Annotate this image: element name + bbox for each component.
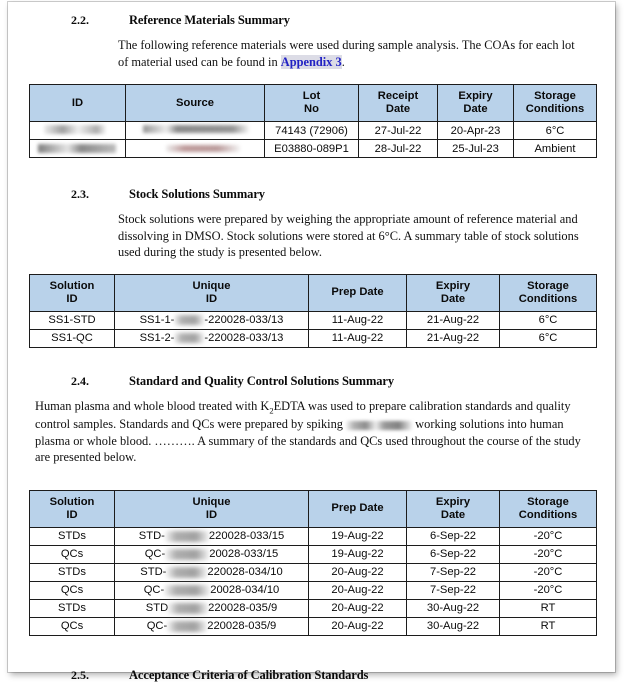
stock-solutions-table — [29, 274, 597, 348]
col-header-solution-id-line1: Solution — [49, 496, 95, 509]
cell-storage-conditions: -20°C — [500, 527, 597, 545]
redaction-block — [165, 531, 209, 542]
col-header-storage-conditions-line2: Conditions — [525, 103, 585, 115]
table-row — [30, 581, 597, 599]
col-header-expiry-date — [407, 274, 500, 311]
cell-unique-id — [115, 329, 309, 347]
cell-lot-no: 74143 (72906) — [265, 122, 359, 140]
cell-solution-id: QCs — [30, 581, 115, 599]
table-row — [30, 599, 597, 617]
col-header-storage-conditions-line2: Conditions — [518, 292, 578, 305]
cell-prep-date: 20-Aug-22 — [309, 563, 407, 581]
col-header-prep-date-line1: Prep Date — [331, 502, 384, 515]
cell-expiry-date: 6-Sep-22 — [407, 527, 500, 545]
cell-prep-date: 19-Aug-22 — [309, 545, 407, 563]
col-header-source — [126, 85, 265, 122]
cell-lot-no: E03880-089P1 — [265, 140, 359, 158]
table-row — [30, 563, 597, 581]
col-header-prep-date — [309, 490, 407, 527]
cell-storage-conditions: -20°C — [500, 563, 597, 581]
section-2-2-paragraph-text-2: . — [341, 54, 345, 69]
appendix-3-link[interactable]: Appendix 3 — [280, 54, 342, 69]
cell-prep-date: 11-Aug-22 — [309, 311, 407, 329]
col-header-storage-conditions-line1: Storage — [527, 496, 569, 509]
cell-id-redacted — [30, 140, 126, 158]
section-2-4-paragraph-text-2: EDTA was used to prepare calibration standards and quality control samples. Standards and QCs were prepared by spiking — [35, 398, 571, 432]
cell-solution-id: QCs — [30, 545, 115, 563]
section-2-2-paragraph — [118, 37, 586, 70]
cell-expiry-date: 21-Aug-22 — [407, 329, 500, 347]
section-number-2-4: 2.4. — [71, 373, 89, 388]
cell-unique-id-prefix: QC- — [146, 620, 168, 633]
section-heading-2-5 — [71, 668, 615, 683]
cell-storage-conditions: Ambient — [514, 140, 597, 158]
redaction-block — [174, 315, 204, 325]
col-header-unique-id-line1: Unique — [192, 279, 231, 292]
col-header-expiry-date-line2: Date — [440, 508, 466, 521]
redaction-block — [174, 333, 204, 343]
col-header-lot-no-line1: Lot — [302, 90, 321, 103]
cell-unique-id-prefix: QC- — [143, 584, 165, 597]
col-header-unique-id-line2: ID — [205, 508, 218, 521]
cell-unique-id-suffix: 20028-034/10 — [210, 584, 280, 597]
section-2-3-paragraph: Stock solutions were prepared by weighing the appropriate amount of reference material and dissolving in DMSO. Stock solutions were stored at 6°C. A summary table of stock solutions used during the study is presented below. — [118, 212, 579, 259]
cell-solution-id: STDs — [30, 599, 115, 617]
table-row — [30, 122, 597, 140]
redaction-block — [346, 421, 412, 430]
section-title-2-2: Reference Materials Summary — [129, 13, 290, 27]
cell-expiry-date: 25-Jul-23 — [438, 140, 514, 158]
col-header-receipt-date-line1: Receipt — [377, 90, 419, 103]
table-row — [30, 545, 597, 563]
cell-prep-date: 19-Aug-22 — [309, 527, 407, 545]
table-row — [30, 311, 597, 329]
cell-unique-id-prefix: SS1-1- — [139, 314, 175, 326]
cell-solution-id: QCs — [30, 617, 115, 635]
col-header-storage-conditions-line1: Storage — [527, 279, 569, 292]
redaction-block — [168, 603, 208, 614]
table-row — [30, 617, 597, 635]
cell-storage-conditions: RT — [500, 599, 597, 617]
col-header-unique-id — [115, 490, 309, 527]
col-header-solution-id-line2: ID — [66, 508, 78, 521]
redaction-block — [166, 567, 207, 578]
cell-solution-id: SS1-QC — [30, 329, 115, 347]
cell-storage-conditions: 6°C — [514, 122, 597, 140]
col-header-solution-id — [30, 274, 115, 311]
cell-solution-id: SS1-STD — [30, 311, 115, 329]
cell-storage-conditions: -20°C — [500, 545, 597, 563]
section-title-2-4: Standard and Quality Control Solutions Summary — [129, 373, 395, 388]
section-title-2-3: Stock Solutions Summary — [129, 187, 265, 201]
section-heading-2-3 — [71, 187, 615, 202]
col-header-expiry-date-line2: Date — [440, 292, 466, 305]
col-header-unique-id — [115, 274, 309, 311]
col-header-receipt-date — [359, 85, 438, 122]
document-page — [8, 2, 615, 682]
cell-prep-date: 11-Aug-22 — [309, 329, 407, 347]
redaction-block — [167, 621, 207, 632]
section-2-2-paragraph-text-1: The following reference materials were used during sample analysis. The COAs for each lot of material used can be found in — [118, 38, 575, 69]
col-header-expiry-date — [407, 490, 500, 527]
section-2-4-paragraph — [35, 398, 590, 466]
cell-unique-id — [115, 599, 309, 617]
col-header-storage-conditions-line1: Storage — [534, 90, 576, 103]
col-header-solution-id-line2: ID — [66, 292, 78, 305]
col-header-expiry-date — [438, 85, 514, 122]
cell-storage-conditions: 6°C — [500, 311, 597, 329]
document-page-content — [8, 2, 615, 682]
section-2-4-paragraph-text-1: Human plasma and whole blood treated with K — [35, 398, 270, 413]
edta-subscript: 2 — [269, 404, 274, 415]
col-header-expiry-date-line1: Expiry — [458, 90, 493, 103]
cell-unique-id-suffix: 20028-033/15 — [209, 548, 279, 561]
col-header-storage-conditions — [514, 85, 597, 122]
cell-unique-id-suffix: 220028-035/9 — [208, 602, 278, 615]
redaction-block — [164, 585, 210, 596]
cell-prep-date: 20-Aug-22 — [309, 599, 407, 617]
cell-unique-id-suffix: 220028-035/9 — [207, 620, 277, 633]
cell-prep-date: 20-Aug-22 — [309, 617, 407, 635]
table-row — [30, 527, 597, 545]
reference-materials-table — [29, 84, 597, 158]
cell-unique-id — [115, 311, 309, 329]
section-number-2-2: 2.2. — [71, 13, 89, 27]
cell-unique-id — [115, 563, 309, 581]
cell-expiry-date: 7-Sep-22 — [407, 581, 500, 599]
table-header-row — [30, 274, 597, 311]
col-header-expiry-date-line2: Date — [463, 103, 488, 115]
col-header-solution-id-line1: Solution — [49, 279, 95, 292]
cell-unique-id-suffix: 220028-033/15 — [208, 530, 285, 543]
cell-source-redacted — [126, 140, 265, 158]
col-header-storage-conditions — [500, 490, 597, 527]
cell-unique-id-prefix: QC- — [144, 548, 166, 561]
cell-unique-id-prefix: SS1-2- — [139, 332, 175, 344]
table-row — [30, 329, 597, 347]
cell-solution-id: STDs — [30, 527, 115, 545]
cell-unique-id-prefix: STD- — [140, 566, 167, 579]
col-header-lot-no — [265, 85, 359, 122]
col-header-id — [30, 85, 126, 122]
cell-unique-id — [115, 617, 309, 635]
cell-unique-id-suffix: -220028-033/13 — [204, 314, 284, 326]
col-header-prep-date — [309, 274, 407, 311]
section-number-2-5: 2.5. — [71, 667, 89, 682]
col-header-lot-no-line2: No — [304, 103, 319, 115]
cell-id-redacted — [30, 122, 126, 140]
table-row — [30, 140, 597, 158]
cell-unique-id — [115, 527, 309, 545]
table-header-row — [30, 85, 597, 122]
cell-solution-id: STDs — [30, 563, 115, 581]
cell-unique-id-prefix: STD — [145, 602, 169, 615]
cell-expiry-date: 30-Aug-22 — [407, 599, 500, 617]
standards-qc-table — [29, 490, 597, 636]
cell-source-redacted — [126, 122, 265, 140]
col-header-storage-conditions-line2: Conditions — [518, 508, 578, 521]
col-header-expiry-date-line1: Expiry — [435, 496, 471, 509]
cell-expiry-date: 21-Aug-22 — [407, 311, 500, 329]
cell-receipt-date: 27-Jul-22 — [359, 122, 438, 140]
cell-expiry-date: 30-Aug-22 — [407, 617, 500, 635]
cell-expiry-date: 6-Sep-22 — [407, 545, 500, 563]
cell-storage-conditions: -20°C — [500, 581, 597, 599]
cell-unique-id — [115, 581, 309, 599]
cell-expiry-date: 20-Apr-23 — [438, 122, 514, 140]
section-heading-2-4 — [71, 374, 615, 389]
col-header-expiry-date-line1: Expiry — [435, 279, 471, 292]
cell-unique-id-suffix: 220028-034/10 — [207, 566, 283, 579]
col-header-source-line1: Source — [176, 96, 214, 109]
col-header-solution-id — [30, 490, 115, 527]
col-header-receipt-date-line2: Date — [385, 103, 411, 115]
section-2-4-paragraph-text-3: working solutions into human plasma or whole blood. ………. A summary of the standards and QCs used throughout the course of the study are presented below. — [35, 417, 581, 465]
cell-unique-id — [115, 545, 309, 563]
col-header-id-line1: ID — [71, 96, 84, 109]
cell-unique-id-prefix: STD- — [138, 530, 165, 543]
cell-storage-conditions: 6°C — [500, 329, 597, 347]
col-header-storage-conditions — [500, 274, 597, 311]
cell-receipt-date: 28-Jul-22 — [359, 140, 438, 158]
section-number-2-3: 2.3. — [71, 187, 89, 201]
cell-unique-id-suffix: -220028-033/13 — [204, 332, 284, 344]
col-header-prep-date-line1: Prep Date — [331, 286, 384, 299]
col-header-unique-id-line1: Unique — [192, 496, 231, 509]
cell-prep-date: 20-Aug-22 — [309, 581, 407, 599]
cell-expiry-date: 7-Sep-22 — [407, 563, 500, 581]
col-header-unique-id-line2: ID — [205, 292, 218, 305]
section-title-2-5: Acceptance Criteria of Calibration Standards — [129, 667, 369, 682]
section-heading-2-2 — [71, 13, 615, 28]
table-header-row — [30, 490, 597, 527]
cell-storage-conditions: RT — [500, 617, 597, 635]
redaction-block — [165, 549, 209, 560]
